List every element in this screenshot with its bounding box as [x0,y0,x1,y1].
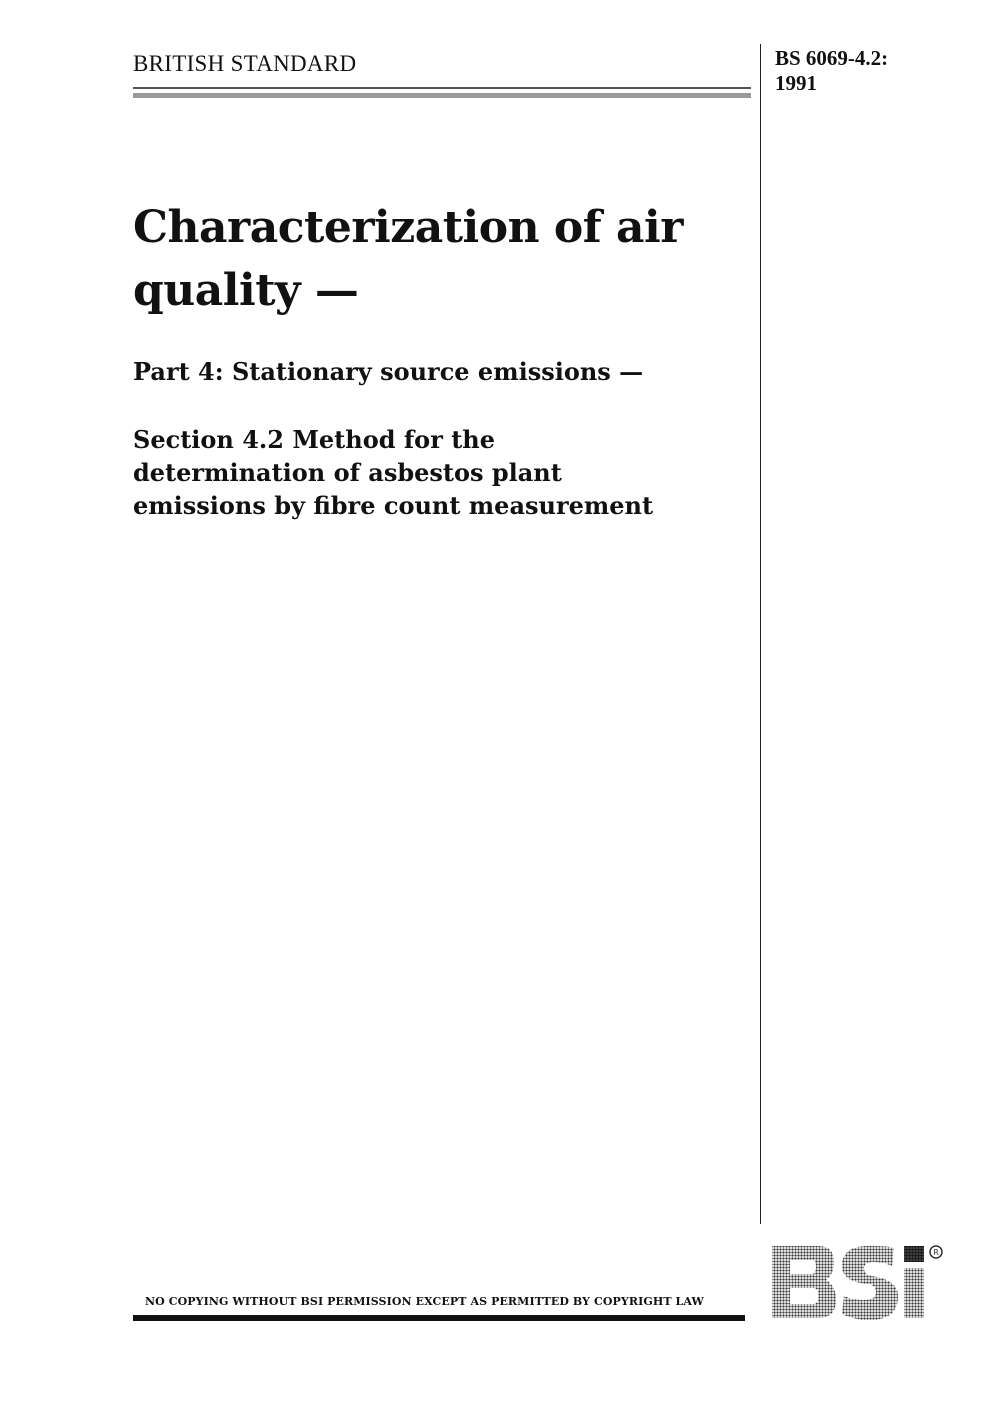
part-title: Part 4: Stationary source emissions — [133,357,644,386]
copyright-notice: NO COPYING WITHOUT BSI PERMISSION EXCEPT AS PERMITTED BY COPYRIGHT LAW [145,1295,704,1308]
standard-number-line-1: BS 6069-4.2: [775,46,889,70]
section-title [133,423,748,522]
section-title-line: emissions by fibre count measurement [133,491,654,520]
series-label: BRITISH STANDARD [133,51,357,76]
footer-rule [133,1315,745,1321]
section-title-line: Section 4.2 Method for the [133,425,495,454]
section-title-line: determination of asbestos plant [133,458,562,487]
header-rule-thin [133,87,751,89]
margin-divider [760,44,761,1224]
header-rule-thick [133,93,751,98]
bsi-logo-icon [770,1242,945,1322]
standard-number-line-2: 1991 [775,71,817,95]
standard-number [775,46,888,96]
svg-text:R: R [933,1248,939,1257]
main-title: Characterization of air quality — [133,202,683,316]
